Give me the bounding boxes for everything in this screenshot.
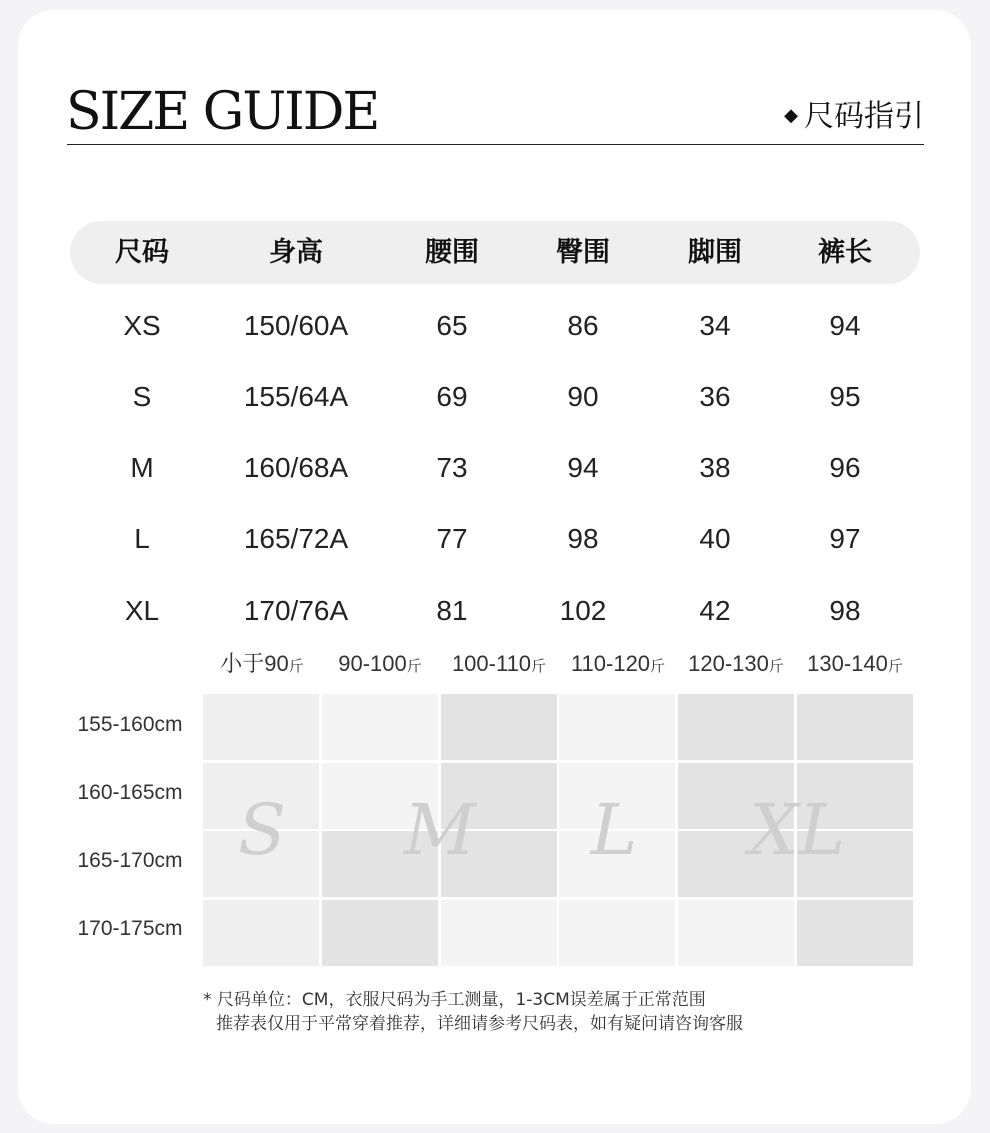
weight-range-text: 120-130 xyxy=(688,651,769,676)
grid-cell xyxy=(441,694,557,760)
grid-cell xyxy=(678,694,794,760)
height-label: 155-160cm xyxy=(77,713,183,736)
weight-range-text: 小于90 xyxy=(220,651,289,676)
table-cell: 96 xyxy=(829,452,861,483)
column-header-hem: 脚围 xyxy=(688,237,742,268)
table-cell: 94 xyxy=(829,310,861,341)
table-cell: 98 xyxy=(567,523,599,554)
weight-label xyxy=(440,650,558,681)
weight-unit: 斤 xyxy=(406,658,422,675)
column-header-hip: 臀围 xyxy=(556,237,610,268)
table-cell: L xyxy=(134,523,150,554)
table-cell: 155/64A xyxy=(243,381,349,412)
title-cn-text: 尺码指引 xyxy=(804,99,924,134)
weight-unit: 斤 xyxy=(887,658,903,675)
weight-label xyxy=(677,650,795,681)
weight-label xyxy=(559,650,677,681)
size-letter-xl: XL xyxy=(748,789,846,871)
weight-label xyxy=(203,650,321,681)
footnote-line-1: * 尺码单位：CM，衣服尺码为手工测量，1-3CM误差属于正常范围 xyxy=(203,990,706,1010)
table-cell: 98 xyxy=(829,595,861,626)
table-cell: 150/60A xyxy=(243,310,349,341)
weight-label xyxy=(796,650,914,681)
height-label: 165-170cm xyxy=(77,849,183,872)
table-cell: 86 xyxy=(567,310,599,341)
size-letter-s: S xyxy=(238,789,286,871)
footnote-line-2: 推荐表仅用于平常穿着推荐，详细请参考尺码表，如有疑问请咨询客服 xyxy=(216,1014,743,1034)
table-cell: 36 xyxy=(699,381,731,412)
grid-cell xyxy=(797,900,913,966)
table-cell: 40 xyxy=(699,523,731,554)
table-cell: XL xyxy=(124,595,160,626)
grid-cell xyxy=(322,900,438,966)
weight-unit: 斤 xyxy=(768,658,784,675)
table-cell: XS xyxy=(123,310,161,341)
grid-cell xyxy=(203,694,319,760)
grid-cell xyxy=(797,694,913,760)
weight-unit: 斤 xyxy=(531,658,547,675)
footnote xyxy=(203,988,743,1036)
table-cell: 42 xyxy=(699,595,731,626)
title-divider xyxy=(67,144,924,145)
table-cell: 160/68A xyxy=(243,452,349,483)
weight-range-text: 100-110 xyxy=(451,651,532,676)
column-header-length: 裤长 xyxy=(818,237,872,268)
table-cell: 102 xyxy=(559,595,607,626)
diamond-icon: ◆ xyxy=(784,105,798,126)
weight-unit: 斤 xyxy=(650,658,666,675)
weight-label xyxy=(321,650,439,681)
grid-cell xyxy=(441,900,557,966)
table-cell: 90 xyxy=(567,381,599,412)
grid-cell xyxy=(559,694,675,760)
column-header-waist: 腰围 xyxy=(425,237,479,268)
title-en: SIZE GUIDE xyxy=(66,82,379,142)
table-cell: 170/76A xyxy=(243,595,349,626)
height-label: 160-165cm xyxy=(77,781,183,804)
table-cell: 69 xyxy=(436,381,468,412)
title-cn xyxy=(784,96,924,137)
table-cell: 34 xyxy=(699,310,731,341)
table-cell: 38 xyxy=(699,452,731,483)
table-cell: 94 xyxy=(567,452,599,483)
weight-range-text: 130-140 xyxy=(807,651,888,676)
table-cell: S xyxy=(132,381,152,412)
column-header-size: 尺码 xyxy=(115,237,169,268)
table-cell: 73 xyxy=(436,452,468,483)
grid-cell xyxy=(322,694,438,760)
table-cell: 77 xyxy=(436,523,468,554)
height-label: 170-175cm xyxy=(77,917,183,940)
table-cell: 65 xyxy=(436,310,468,341)
size-letter-l: L xyxy=(590,789,638,871)
table-cell: 81 xyxy=(436,595,468,626)
column-header-height: 身高 xyxy=(269,237,323,268)
table-cell: 95 xyxy=(829,381,861,412)
grid-cell xyxy=(559,900,675,966)
weight-range-text: 90-100 xyxy=(338,651,407,676)
grid-cell xyxy=(203,900,319,966)
weight-range-text: 110-120 xyxy=(570,651,651,676)
size-letter-m: M xyxy=(404,789,476,871)
table-cell: 97 xyxy=(829,523,861,554)
table-cell: 165/72A xyxy=(243,523,349,554)
weight-unit: 斤 xyxy=(288,658,304,675)
grid-cell xyxy=(678,900,794,966)
table-cell: M xyxy=(130,452,154,483)
